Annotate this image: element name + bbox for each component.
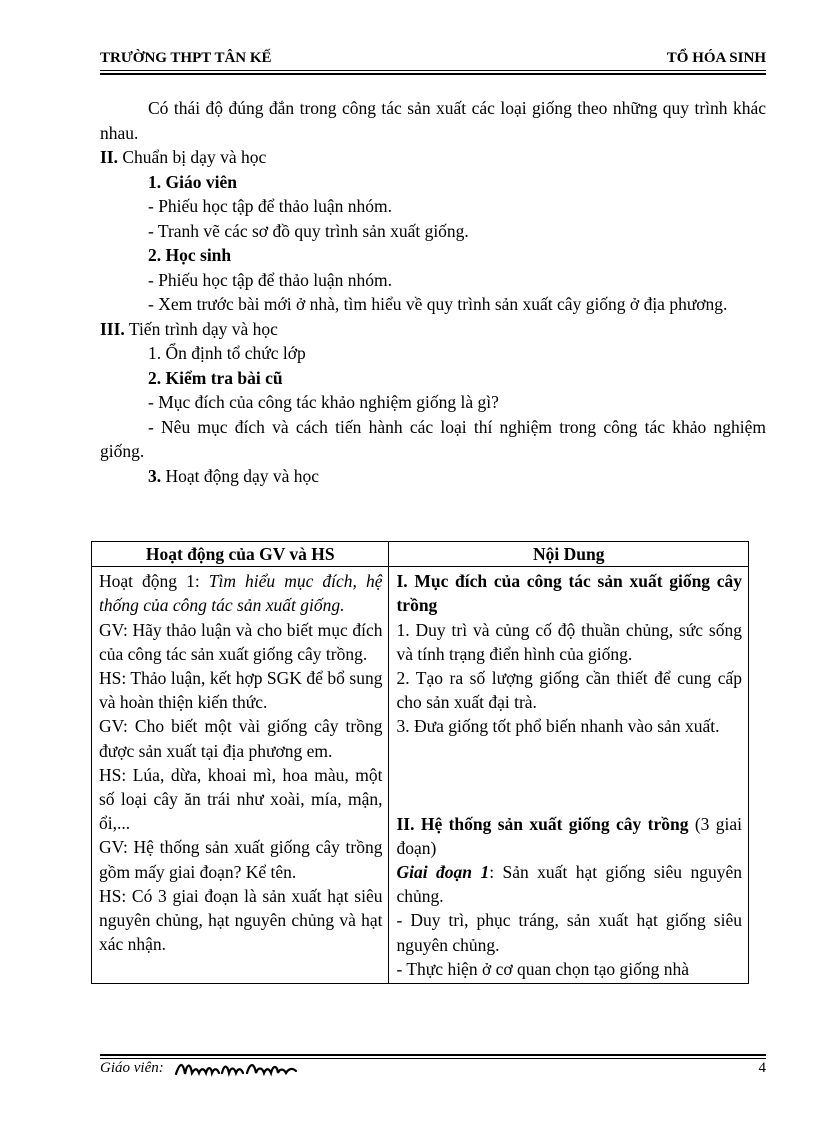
teacher-prompt: GV: Cho biết một vài giống cây trồng được sản xuất tại địa phương em. xyxy=(99,716,383,761)
stage-1-text: : Sản xuất hạt giống siêu nguyên chủng. xyxy=(396,862,742,907)
content-spacer xyxy=(396,739,742,812)
table-header-row xyxy=(92,542,749,567)
page-number: 4 xyxy=(758,1060,766,1076)
content-item: 3. Đưa giống tốt phổ biến nhanh vào sản xuất. xyxy=(396,716,720,737)
content-section-i-title: I. Mục đích của công tác sản xuất giống cây trồng xyxy=(396,571,742,616)
page-header xyxy=(100,48,766,70)
school-name: TRƯỜNG THPT TÂN KẾ xyxy=(100,50,272,66)
content-item: - Duy trì, phục tráng, sản xuất hạt giống siêu nguyên chủng. xyxy=(396,910,742,955)
teacher-prompt: GV: Hãy thảo luận và cho biết mục đích của công tác sản xuất giống cây trồng. xyxy=(99,619,383,664)
activity-1-intro xyxy=(99,569,382,617)
content-item: - Thực hiện ở cơ quan chọn tạo giống nhà xyxy=(396,958,690,979)
section-2-heading xyxy=(100,145,766,170)
section-3-roman: III. xyxy=(100,318,125,339)
section-3-title: Tiến trình dạy và học xyxy=(128,318,278,339)
attitude-paragraph: Có thái độ đúng đắn trong công tác sản xuất các loại giống theo những quy trình khác nhau. xyxy=(100,98,766,143)
step-3 xyxy=(100,464,766,489)
content-section-ii-title: II. Hệ thống sản xuất giống cây trồng xyxy=(396,813,689,834)
step-1: 1. Ổn định tổ chức lớp xyxy=(148,343,306,363)
teacher-item: - Tranh vẽ các sơ đồ quy trình sản xuất giống. xyxy=(148,220,469,241)
activity-1-label: Hoạt động 1: xyxy=(99,571,200,592)
activity-1-goal: Tìm hiểu mục đích, hệ thống của công tác sản xuất giống. xyxy=(99,571,383,616)
student-response: HS: Có 3 giai đoạn là sản xuất hạt siêu nguyên chủng, hạt nguyên chủng và hạt xác nhận. xyxy=(99,885,383,955)
column-header-activities: Hoạt động của GV và HS xyxy=(92,542,389,567)
step-2: 2. Kiểm tra bài cũ xyxy=(148,367,283,388)
student-heading xyxy=(100,243,766,268)
section-3-heading xyxy=(100,317,766,342)
student-response: HS: Lúa, dừa, khoai mì, hoa màu, một số loại cây ăn trái như xoài, mía, mận, ổi,... xyxy=(99,764,383,834)
lesson-body xyxy=(100,96,766,488)
review-question: - Nêu mục đích và cách tiến hành các loại thí nghiệm trong công tác khảo nghiệm giống. xyxy=(100,416,766,461)
column-header-content: Nội Dung xyxy=(389,542,749,567)
activity-table xyxy=(91,541,749,984)
table-row xyxy=(92,567,749,984)
student-heading-text: 2. Học sinh xyxy=(148,245,232,265)
teacher-heading xyxy=(100,170,766,195)
stage-1-label: Giai đoạn 1 xyxy=(396,862,490,883)
content-section-ii-suffix: (3 giai đoạn) xyxy=(396,813,742,858)
section-2-title: Chuẩn bị dạy và học xyxy=(122,147,267,167)
teacher-item: - Phiếu học tập để thảo luận nhóm. xyxy=(148,196,392,216)
step-3-text: Hoạt động dạy và học xyxy=(165,465,320,486)
teacher-signature xyxy=(174,1056,304,1080)
teacher-prompt: GV: Hệ thống sản xuất giống cây trồng gồm mấy giai đoạn? Kể tên. xyxy=(99,837,383,882)
activities-cell xyxy=(92,567,389,984)
header-rule xyxy=(100,70,766,75)
stage-1 xyxy=(396,860,742,908)
student-response: HS: Thảo luận, kết hợp SGK để bổ sung và hoàn thiện kiến thức. xyxy=(99,668,383,713)
content-item: 2. Tạo ra số lượng giống cần thiết để cung cấp cho sản xuất đại trà. xyxy=(396,668,742,713)
review-question: - Mục đích của công tác khảo nghiệm giống là gì? xyxy=(148,392,499,412)
student-item: - Phiếu học tập để thảo luận nhóm. xyxy=(148,269,392,290)
content-section-ii-heading xyxy=(396,812,742,860)
section-2-roman: II. xyxy=(100,147,118,167)
student-item: - Xem trước bài mới ở nhà, tìm hiểu về quy trình sản xuất cây giống ở địa phương. xyxy=(148,294,728,314)
content-cell xyxy=(389,567,749,984)
teacher-heading-text: 1. Giáo viên xyxy=(148,171,237,192)
department-name: TỔ HÓA SINH xyxy=(666,50,766,66)
step-3-number: 3. xyxy=(148,465,162,486)
teacher-label: Giáo viên: xyxy=(100,1060,164,1076)
content-item: 1. Duy trì và củng cố độ thuần chủng, sức sống và tính trạng điển hình của giống. xyxy=(396,619,742,664)
